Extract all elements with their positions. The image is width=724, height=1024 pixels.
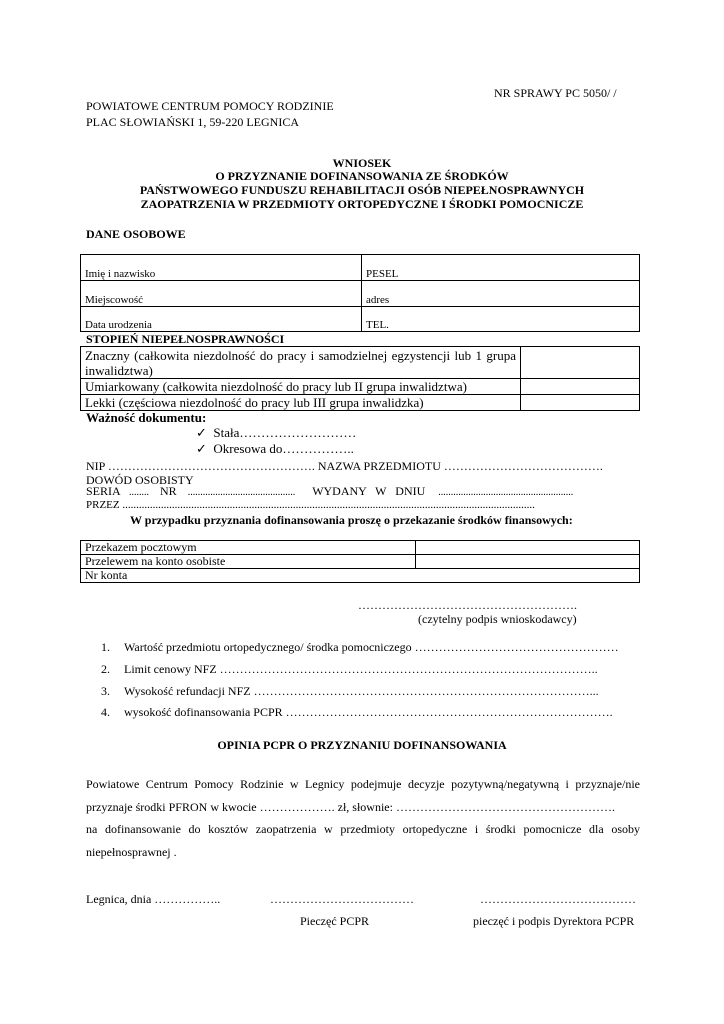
case-number: NR SPRAWY PC 5050/ /	[494, 86, 617, 100]
city-label: Miejscowość	[85, 294, 144, 306]
disability-heading: STOPIEŃ NIEPEŁNOSPRAWNOŚCI	[86, 332, 285, 346]
signature-dots[interactable]: ……………………………………………….	[358, 598, 577, 612]
personal-data-table	[80, 254, 640, 332]
pesel-cell[interactable]	[362, 255, 640, 281]
permanent-label: Stała………………………	[213, 425, 357, 440]
birth-cell[interactable]	[81, 307, 362, 332]
validity-permanent[interactable]	[196, 425, 356, 441]
postal-checkbox[interactable]	[416, 541, 640, 555]
validity-heading: Ważność dokumentu:	[86, 410, 207, 425]
przez-line[interactable]	[86, 497, 640, 512]
director-dots[interactable]: …………………………………	[480, 892, 636, 906]
issued-dots: ......................................................	[438, 487, 574, 498]
check-icon: ✓	[196, 441, 207, 456]
check-icon: ✓	[196, 425, 207, 440]
stamp-label: Pieczęć PCPR	[300, 914, 369, 928]
item-3[interactable]: 3. Wysokość refundacji NFZ …………………………………………………………………………...	[101, 684, 599, 698]
title-line-3: PAŃSTWOWEGO FUNDUSZU REHABILITACJI OSÓB NIEPEŁNOSPRAWNYCH	[139, 183, 585, 197]
institution-name: POWIATOWE CENTRUM POMOCY RODZINIE	[86, 99, 334, 113]
signature-label: (czytelny podpis wnioskodawcy)	[418, 612, 577, 626]
name-cell[interactable]	[81, 255, 362, 281]
severe-checkbox[interactable]	[521, 347, 640, 379]
nr-label: NR	[160, 484, 177, 498]
issued-label: WYDANY W DNIU	[312, 484, 426, 498]
light-option: Lekki (częściowa niezdolność do pracy lub III grupa inwalidzka)	[81, 395, 521, 411]
place-date[interactable]: Legnica, dnia ……………..	[86, 892, 221, 906]
tel-cell[interactable]	[362, 307, 640, 332]
account-option: Przelewem na konto osobiste	[81, 555, 416, 569]
account-number-field[interactable]: Nr konta	[81, 569, 640, 583]
name-label: Imię i nazwisko	[85, 268, 156, 280]
tel-label: TEL.	[366, 319, 389, 331]
item-1[interactable]: 1. Wartość przedmiotu ortopedycznego/ środka pomocniczego ……………………………………………	[101, 640, 619, 654]
przez-label: PRZEZ ......................................................................................................................................................	[86, 499, 535, 511]
title-line-1: WNIOSEK	[332, 156, 392, 170]
seria-label: SERIA	[86, 484, 121, 498]
title-line-4: ZAOPATRZENIA W PRZEDMIOTY ORTOPEDYCZNE I ŚRODKI POMOCNICZE	[140, 197, 584, 211]
personal-heading: DANE OSOBOWE	[86, 227, 186, 241]
item-4[interactable]: 4. wysokość dofinansowania PCPR ……………………………………………………………………….	[101, 705, 613, 719]
moderate-checkbox[interactable]	[521, 379, 640, 395]
opinion-heading: OPINIA PCPR O PRZYZNANIU DOFINANSOWANIA	[217, 738, 507, 752]
seria-dots: ........	[129, 487, 150, 498]
account-checkbox[interactable]	[416, 555, 640, 569]
disability-table	[80, 346, 640, 411]
city-cell[interactable]	[81, 281, 362, 307]
birth-label: Data urodzenia	[85, 319, 152, 331]
nip-item-line[interactable]: NIP ……………………………………………. NAZWA PRZEDMIOTU ………………………………….	[86, 459, 603, 473]
transfer-table	[80, 540, 640, 583]
postal-option: Przekazem pocztowym	[81, 541, 416, 555]
director-label: pieczęć i podpis Dyrektora PCPR	[473, 914, 635, 928]
periodic-label: Okresowa do……………..	[213, 441, 354, 456]
institution-address: PLAC SŁOWIAŃSKI 1, 59-220 LEGNICA	[86, 115, 299, 129]
nr-dots: ...........................................	[187, 487, 296, 498]
opinion-line-1: Powiatowe Centrum Pomocy Rodzinie w Legnicy podejmuje decyzje pozytywną/negatywną i przyznaje/nie	[86, 777, 640, 791]
address-label: adres	[366, 294, 390, 306]
opinion-line-2: przyznaje środki PFRON w kwocie ………………. zł, słownie: ……………………………………………….	[86, 800, 615, 814]
opinion-line-3: na dofinansowanie do kosztów zaopatrzenia w przedmioty ortopedyczne i środki pomocnicze dla osoby	[86, 822, 640, 836]
title-line-2: O PRZYZNANIE DOFINANSOWANIA ZE ŚRODKÓW	[215, 169, 509, 183]
severe-option: Znaczny (całkowita niezdolność do pracy i samodzielnej egzystencji lub 1 grupa inwalidztwa)	[81, 347, 521, 379]
light-checkbox[interactable]	[521, 395, 640, 411]
transfer-heading: W przypadku przyznania dofinansowania proszę o przekazanie środków finansowych:	[130, 513, 573, 527]
opinion-line-4: niepełnosprawnej .	[86, 845, 177, 859]
id-card-heading: DOWÓD OSOBISTY	[86, 473, 194, 487]
validity-periodic[interactable]	[196, 441, 354, 457]
address-cell[interactable]	[362, 281, 640, 307]
moderate-option: Umiarkowany (całkowita niezdolność do pracy lub II grupa inwalidztwa)	[81, 379, 521, 395]
pesel-label: PESEL	[366, 268, 399, 280]
stamp-dots[interactable]: ………………………………	[270, 892, 414, 906]
item-2[interactable]: 2. Limit cenowy NFZ …………………………………………………………………………………..	[101, 662, 598, 676]
